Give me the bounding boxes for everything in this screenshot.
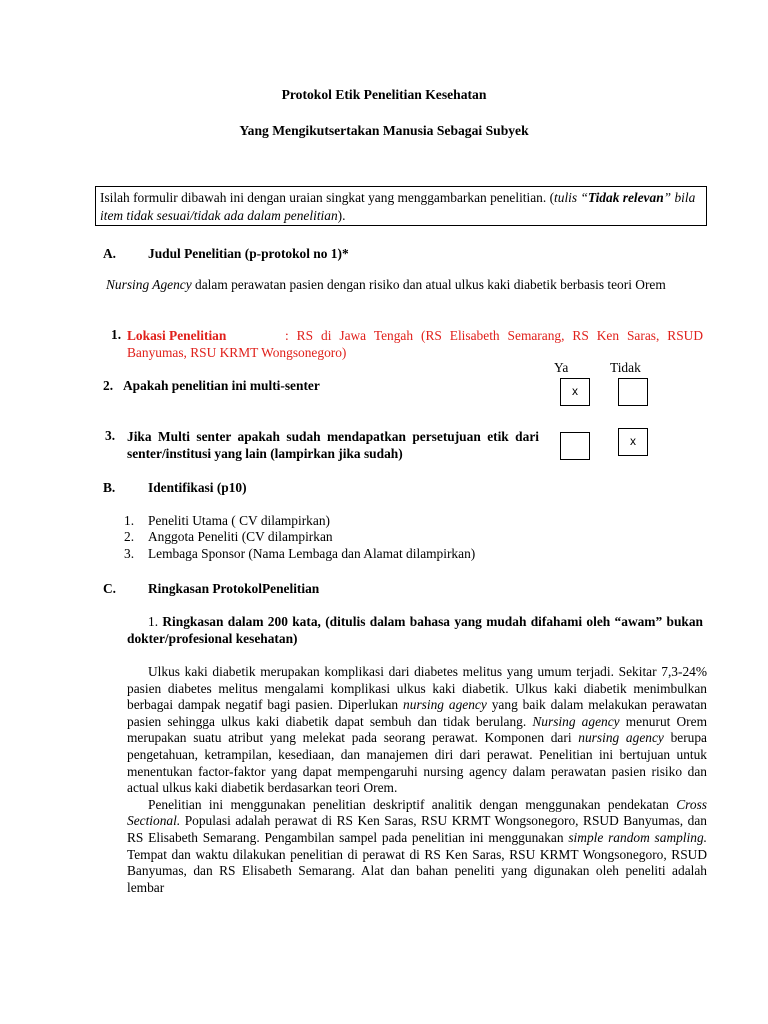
summary-paragraph-1: Ulkus kaki diabetik merupakan komplikasi dari diabetes melitus yang umum terjadi. Sekitar 7,3-24% pasien diabetes melitus mengalami komplikasi ulkus kaki diabetik. Ulkus kaki diabetik menimbulkan berbagai dampak negatif bagi pasien. Diperlukan nursing agency yang baik dalam melakukan perawatan pasien sehingga ulkus kaki diabetik dapat sembuh dan tidak berulang. Nursing agency menurut Orem merupakan suatu atribut yang melekat pada seorang perawat. Komponen dari nursing agency berupa pengetahuan, ketrampilan, kesediaan, dan manajemen diri dari perawat. Penelitian ini bertujuan untuk menentukan factor-faktor yang dapat mempengaruhi nursing agency dalam perawatan pasien risiko dan actual ulkus kaki diabetik berdasarkan teori Orem. <box>127 664 707 796</box>
list-item: 3. Lembaga Sponsor (Nama Lembaga dan Alamat dilampirkan) <box>124 545 476 561</box>
item3-number: 3. <box>105 428 116 443</box>
summary-paragraph-2: Penelitian ini menggunakan penelitian deskriptif analitik dengan menggunakan pendekatan Cross Sectional. Populasi adalah perawat di RS Ken Saras, RSU KRMT Wongsonegoro, RSUD Banyumas, dan RS Elisabeth Semarang. Pengambilan sampel pada penelitian ini menggunakan simple random sampling. Tempat dan waktu dilakukan penelitian di perawat di RS Ken Saras, RSU KRMT Wongsonegoro, RSUD Banyumas, dan RS Elisabeth Semarang. Alat dan bahan peneliti yang digunakan oleh peneliti adalah lembar <box>127 796 707 895</box>
item3-ya-checkbox[interactable] <box>560 432 590 460</box>
document-subtitle: Yang Mengikutsertakan Manusia Sebagai Subyek <box>239 123 529 138</box>
item3-question: Jika Multi senter apakah sudah mendapatkan persetujuan etik dari senter/institusi yang lain (lampirkan jika sudah) <box>127 429 539 461</box>
item3-tidak-checkbox[interactable]: x <box>618 428 648 456</box>
section-b-heading: Identifikasi (p10) <box>148 480 247 495</box>
summary-body <box>127 664 707 896</box>
item2-question: Apakah penelitian ini multi-senter <box>123 378 320 393</box>
tidak-column-label: Tidak <box>610 360 641 375</box>
identification-list <box>124 513 475 562</box>
item2-tidak-checkbox[interactable] <box>618 378 648 406</box>
section-c-heading: Ringkasan ProtokolPenelitian <box>148 581 320 596</box>
item2-number: 2. <box>103 378 114 393</box>
instruction-box: Isilah formulir dibawah ini dengan uraian singkat yang menggambarkan penelitian. (tulis “Tidak relevan” bila item tidak sesuai/tidak ada dalam penelitian). <box>95 186 707 226</box>
item1-number: 1. <box>111 327 122 342</box>
document-title: Protokol Etik Penelitian Kesehatan <box>281 87 487 102</box>
section-c-letter: C. <box>103 581 117 596</box>
list-item: 1. Peneliti Utama ( CV dilampirkan) <box>124 513 330 528</box>
list-item: 2. Anggota Peneliti (CV dilampirkan <box>124 529 333 545</box>
research-title: Nursing Agency dalam perawatan pasien dengan risiko dan atual ulkus kaki diabetik berbasis teori Orem <box>106 277 666 292</box>
section-b-letter: B. <box>103 480 116 495</box>
section-a-letter: A. <box>103 246 117 261</box>
item2-ya-checkbox[interactable]: x <box>560 378 590 406</box>
summary-heading: 1. Ringkasan dalam 200 kata, (ditulis dalam bahasa yang mudah difahami oleh “awam” bukan dokter/profesional kesehatan) <box>127 614 703 646</box>
ya-column-label: Ya <box>554 360 569 375</box>
section-a-heading: Judul Penelitian (p-protokol no 1)* <box>148 246 349 261</box>
item1-location: Lokasi Penelitian : RS di Jawa Tengah (RS Elisabeth Semarang, RS Ken Saras, RSUD Banyumas, RSU KRMT Wongsonegoro) <box>127 328 703 360</box>
